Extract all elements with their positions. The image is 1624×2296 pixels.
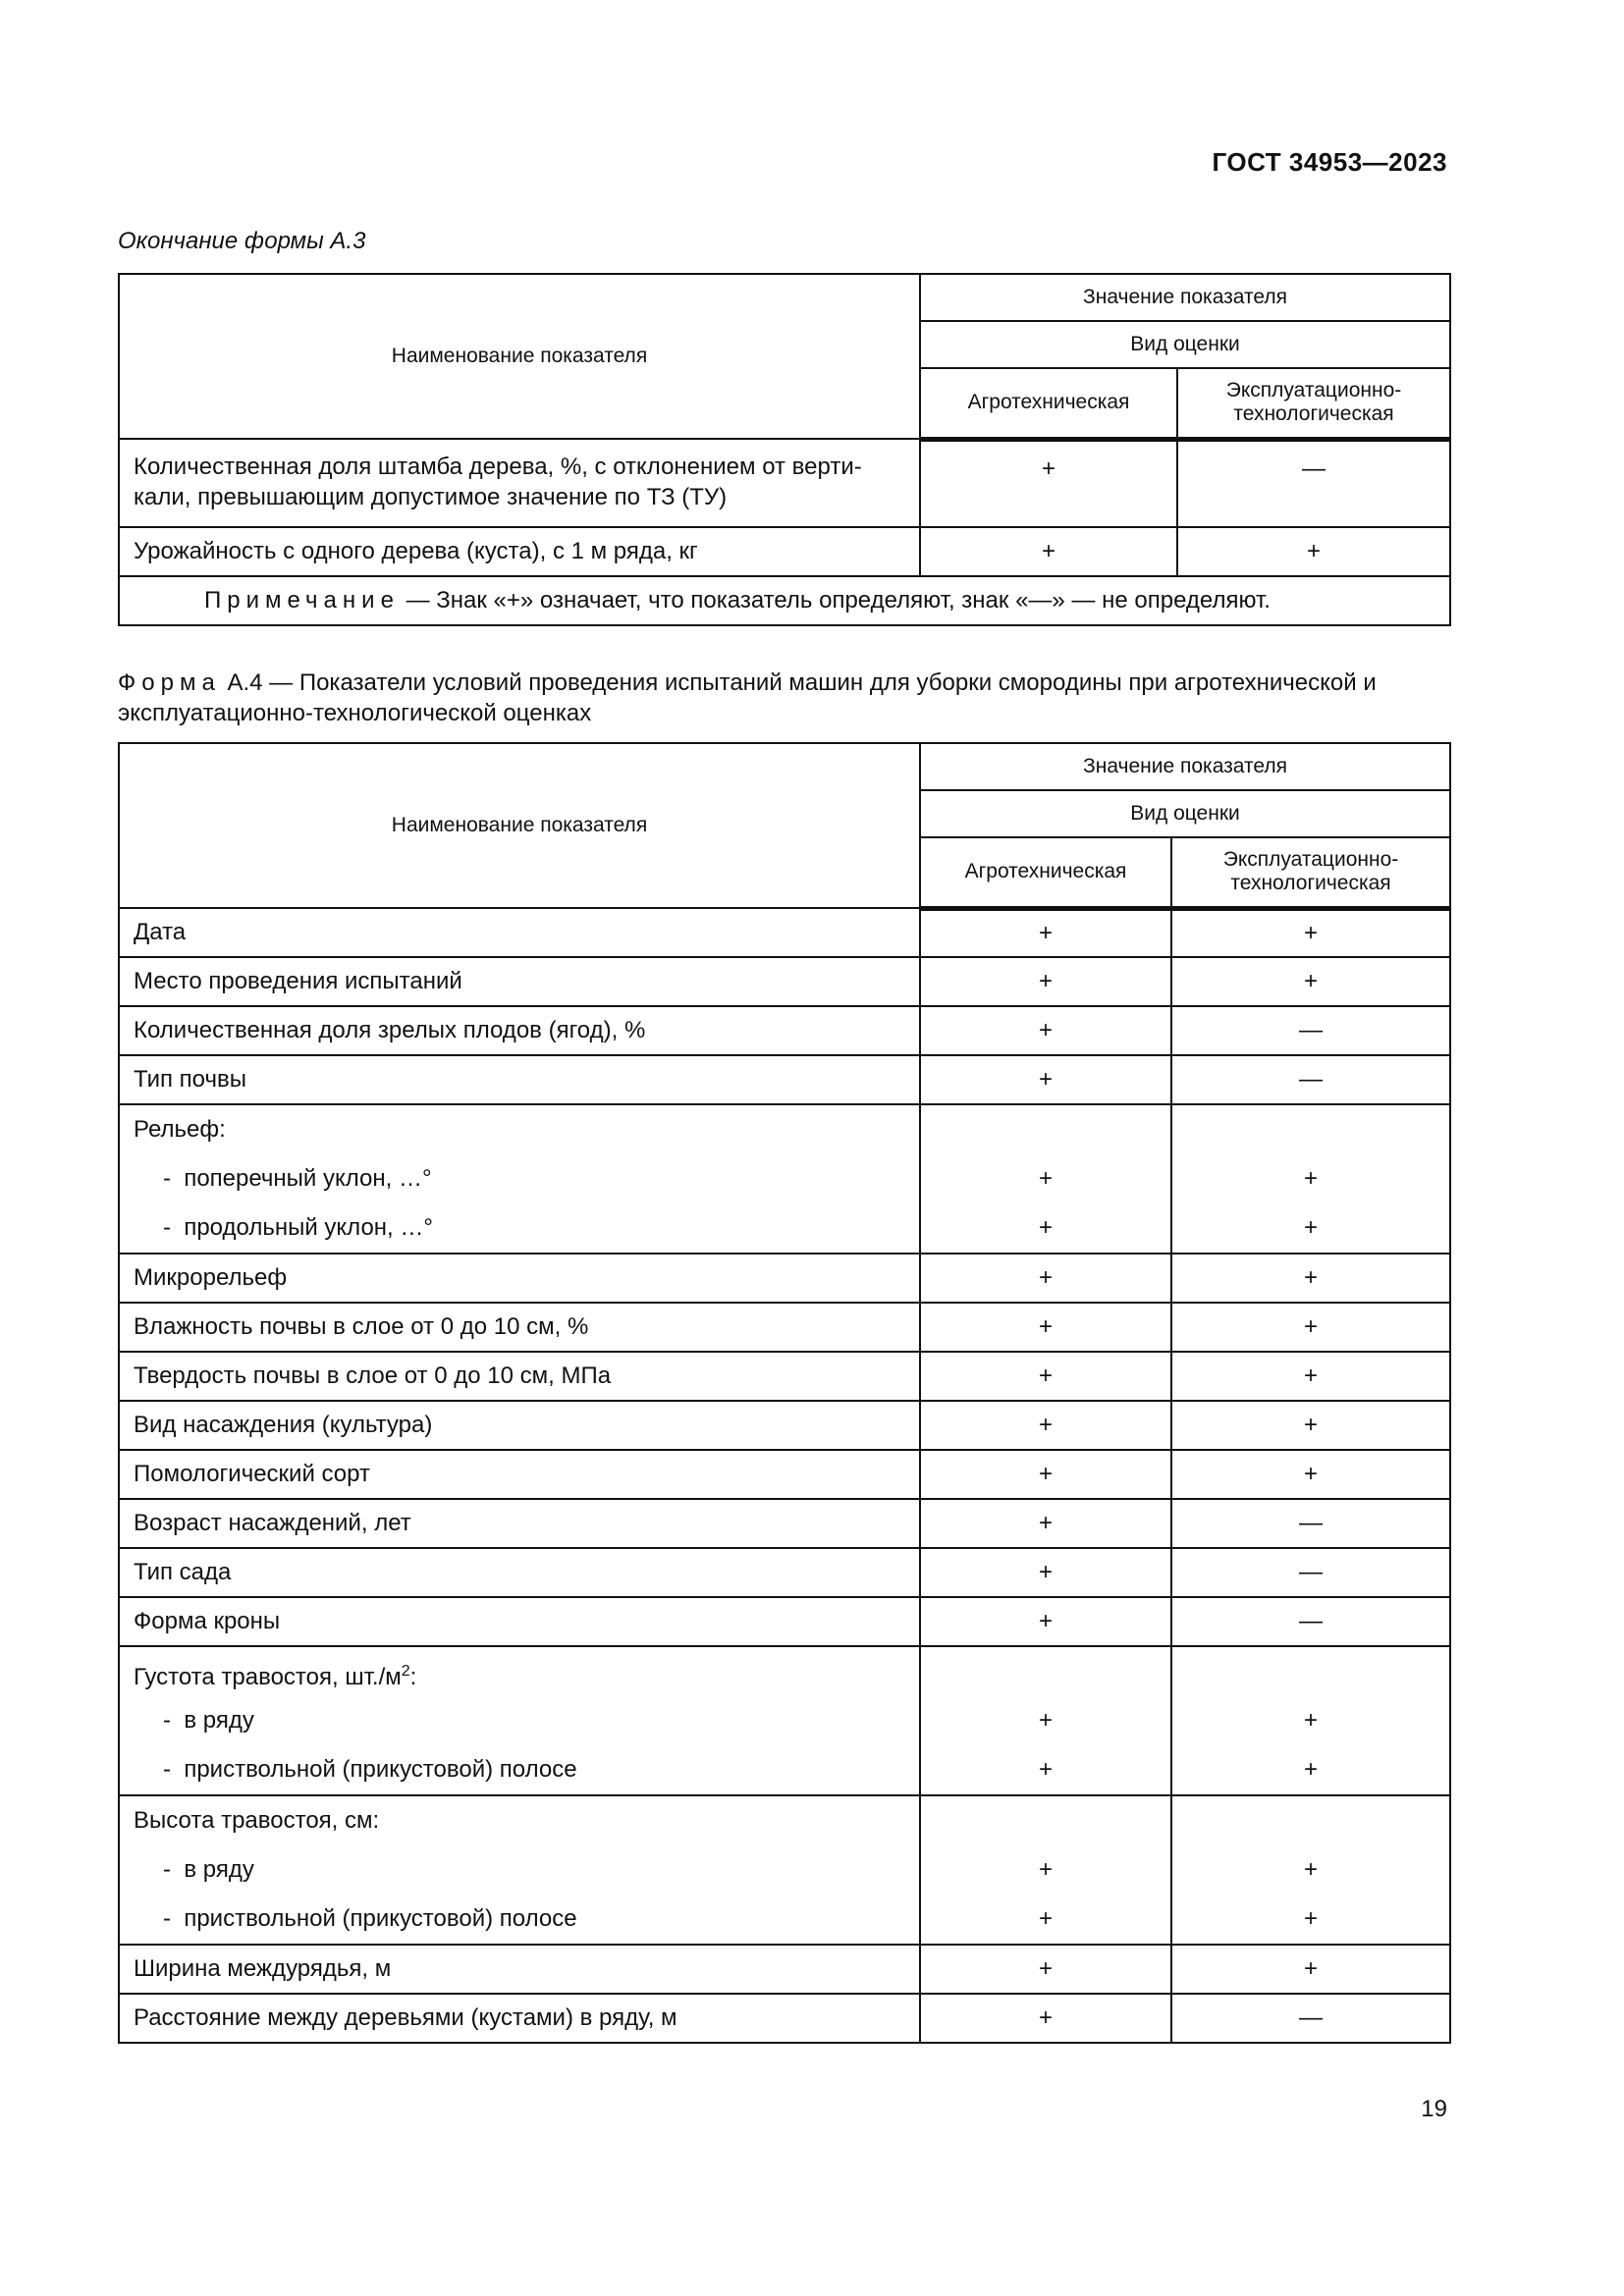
standard-number: ГОСТ 34953—2023 — [1212, 147, 1447, 177]
table1-note-row — [119, 576, 1450, 625]
table-row — [119, 1646, 1450, 1795]
row-name: Расстояние между деревьями (кустами) в ряду, м — [119, 1994, 920, 2043]
note-text: — Знак «+» означает, что показатель определяют, знак «—» — не определяют. — [399, 587, 1271, 614]
row-agro-values — [920, 1795, 1171, 1945]
row-agro-value: + — [920, 957, 1171, 1006]
row-sub-item: - в ряду — [134, 1696, 905, 1745]
table-row — [119, 1254, 1450, 1303]
table1-caption: Окончание формы А.3 — [118, 228, 366, 254]
table2-caption-text: А.4 — Показатели условий проведения испытаний машин для уборки смородины при агротехнической и эксплуатационно-технологической оценках — [118, 669, 1377, 726]
row-name — [119, 1646, 920, 1795]
table2-header-eval-type: Вид оценки — [920, 790, 1450, 837]
table-row — [119, 1994, 1450, 2043]
table2-caption — [118, 667, 1449, 728]
row-expl-value: — — [1171, 1597, 1450, 1646]
row-expl-value: + — [1304, 1756, 1319, 1783]
row-agro-value: + — [920, 1450, 1171, 1499]
table2-caption-label: Форма — [118, 669, 221, 696]
row-agro-value: + — [920, 1254, 1171, 1303]
row-expl-value: + — [1304, 1856, 1319, 1883]
row-agro-value: + — [1038, 1707, 1053, 1734]
row-sub-item: - приствольной (прикустовой) полосе — [134, 1895, 905, 1944]
row-name: Возраст насаждений, лет — [119, 1499, 920, 1548]
table-row — [119, 1401, 1450, 1450]
table-row — [119, 1352, 1450, 1401]
row-expl-value: + — [1171, 1945, 1450, 1994]
row-expl-value: — — [1171, 1994, 1450, 2043]
table2-header-name: Наименование показателя — [119, 743, 920, 908]
table-row — [119, 1548, 1450, 1597]
table1 — [118, 273, 1451, 626]
table1-header-eval-type: Вид оценки — [920, 321, 1450, 368]
row-agro-value: + — [920, 1945, 1171, 1994]
row-expl-value: + — [1171, 1254, 1450, 1303]
row-agro-values — [920, 1646, 1171, 1795]
row-agro-value: + — [1038, 1214, 1053, 1241]
row-expl-value: + — [1304, 1165, 1319, 1192]
row-agro-value: + — [920, 1303, 1171, 1352]
row-expl-value: — — [1171, 1499, 1450, 1548]
row-expl-value: + — [1171, 957, 1450, 1006]
row-group-title: Рельеф: — [134, 1116, 226, 1143]
table2-header-agro: Агротехническая — [920, 837, 1171, 908]
row-expl-value: + — [1171, 1303, 1450, 1352]
note-label: Примечание — [204, 587, 400, 614]
table-row — [119, 908, 1450, 957]
row-agro-value: + — [1038, 1905, 1053, 1932]
row-name: Форма кроны — [119, 1597, 920, 1646]
row-expl-value: + — [1304, 1214, 1319, 1241]
row-name: Влажность почвы в слое от 0 до 10 см, % — [119, 1303, 920, 1352]
row-expl-value: — — [1171, 1548, 1450, 1597]
row-agro-value: + — [920, 1994, 1171, 2043]
row-sub-item: - продольный уклон, …° — [134, 1203, 905, 1253]
table1-header-name: Наименование показателя — [119, 274, 920, 439]
row-name: Твердость почвы в слое от 0 до 10 см, МПа — [119, 1352, 920, 1401]
row-sub-item: - приствольной (прикустовой) полосе — [134, 1745, 905, 1794]
row-agro-value: + — [920, 527, 1177, 576]
table2 — [118, 742, 1451, 2044]
row-name — [119, 1104, 920, 1254]
row-expl-value: — — [1171, 1055, 1450, 1104]
row-agro-value: + — [1038, 1165, 1053, 1192]
table1-note — [119, 576, 1450, 625]
table-row — [119, 1055, 1450, 1104]
row-agro-value: + — [920, 908, 1171, 957]
row-agro-value: + — [1038, 1856, 1053, 1883]
table1-header-value: Значение показателя — [920, 274, 1450, 321]
table-row — [119, 957, 1450, 1006]
row-name: Ширина междурядья, м — [119, 1945, 920, 1994]
row-expl-value: — — [1177, 439, 1450, 527]
row-agro-value: + — [1038, 1756, 1053, 1783]
row-agro-value: + — [920, 1548, 1171, 1597]
table2-header-value: Значение показателя — [920, 743, 1450, 790]
row-name: Количественная доля зрелых плодов (ягод), % — [119, 1006, 920, 1055]
row-agro-value: + — [920, 1006, 1171, 1055]
table1-header-expl: Эксплуатационно- технологическая — [1177, 368, 1450, 439]
row-name: Помологический сорт — [119, 1450, 920, 1499]
row-sub-item: - поперечный уклон, …° — [134, 1154, 905, 1203]
row-sub-item: - в ряду — [134, 1845, 905, 1895]
table-row — [119, 1795, 1450, 1945]
row-expl-value: + — [1171, 908, 1450, 957]
row-expl-value: + — [1171, 1450, 1450, 1499]
table-row — [119, 1945, 1450, 1994]
table-row — [119, 1006, 1450, 1055]
table-row — [119, 1450, 1450, 1499]
row-group-title: Высота травостоя, см: — [134, 1807, 380, 1834]
row-name: Количественная доля штамба дерева, %, с отклонением от верти- кали, превышающим допустимое значение по ТЗ (ТУ) — [119, 439, 920, 527]
row-agro-value: + — [920, 1401, 1171, 1450]
row-expl-values — [1171, 1646, 1450, 1795]
row-name: Вид насаждения (культура) — [119, 1401, 920, 1450]
page-number: 19 — [1421, 2096, 1447, 2122]
row-agro-value: + — [920, 1597, 1171, 1646]
row-name: Урожайность с одного дерева (куста), с 1 м ряда, кг — [119, 527, 920, 576]
row-expl-value: + — [1304, 1707, 1319, 1734]
row-name: Дата — [119, 908, 920, 957]
row-group-title: Густота травостоя, $шт./м^2$: — [134, 1663, 417, 1690]
table-row — [119, 1303, 1450, 1352]
row-expl-value: + — [1171, 1401, 1450, 1450]
table2-header-expl: Эксплуатационно- технологическая — [1171, 837, 1450, 908]
row-name: Место проведения испытаний — [119, 957, 920, 1006]
table-row — [119, 1597, 1450, 1646]
table-row — [119, 1499, 1450, 1548]
row-expl-value: — — [1171, 1006, 1450, 1055]
table-row — [119, 527, 1450, 576]
row-expl-value: + — [1304, 1905, 1319, 1932]
row-expl-value: + — [1171, 1352, 1450, 1401]
table-row — [119, 1104, 1450, 1254]
table1-header-agro: Агротехническая — [920, 368, 1177, 439]
row-expl-values — [1171, 1795, 1450, 1945]
table-row — [119, 439, 1450, 527]
row-agro-value: + — [920, 1499, 1171, 1548]
row-name: Микрорельеф — [119, 1254, 920, 1303]
row-expl-value: + — [1177, 527, 1450, 576]
row-agro-value: + — [920, 439, 1177, 527]
row-name: Тип почвы — [119, 1055, 920, 1104]
row-expl-values — [1171, 1104, 1450, 1254]
row-name — [119, 1795, 920, 1945]
row-agro-values — [920, 1104, 1171, 1254]
row-agro-value: + — [920, 1352, 1171, 1401]
row-agro-value: + — [920, 1055, 1171, 1104]
row-name: Тип сада — [119, 1548, 920, 1597]
